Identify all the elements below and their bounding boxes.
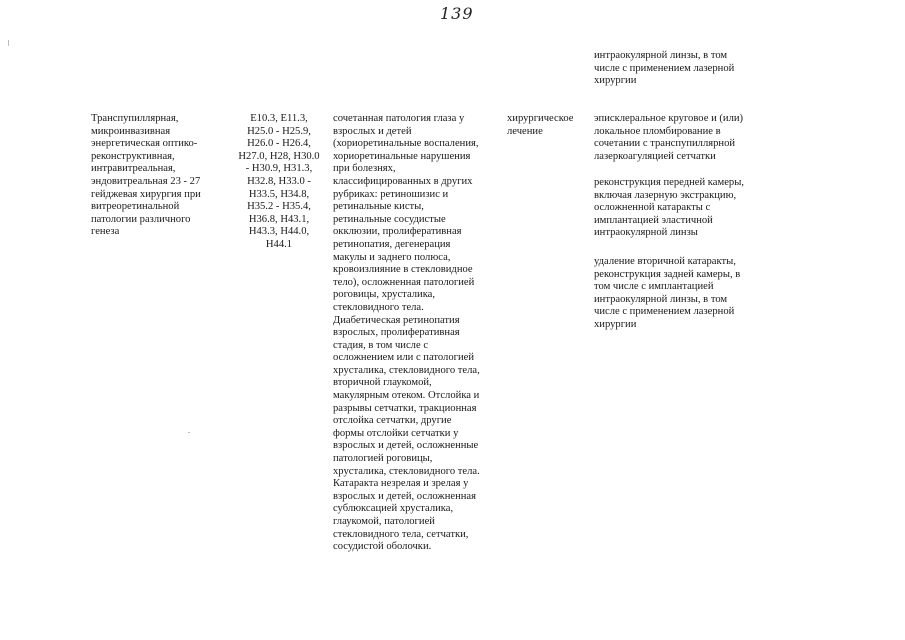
treatment-type-cell: хирургическое лечение — [507, 113, 574, 137]
method-item: интраокулярной линзы, в том числе с применением лазерной хирургии — [594, 50, 735, 87]
icd-codes-cell: E10.3, E11.3, H25.0 - H25.9, H26.0 - H26.4, H27.0, H28, H30.0 - H30.9, H31.3, H32.8, H33.0 - H33.5, H34.8, H35.2 - H35.4, H36.8, H43.1, H43.3, H44.0, H44.1 — [238, 113, 320, 250]
method-item: эписклеральное круговое и (или) локальное пломбирование в сочетании с транспупиллярной лазеркоагуляцией сетчатки — [594, 113, 744, 162]
scan-artifact — [188, 432, 190, 433]
intervention-name-cell: Транспупиллярная, микроинвазивная энергетическая оптико- реконструктивная, интравитреальная, эндовитреальная 23 - 27 гейджевая хирургия при витреоретинальной патологии различного генеза — [91, 113, 201, 238]
page-number: 139 — [440, 4, 474, 23]
method-item: реконструкция передней камеры, включая лазерную экстракцию, осложненной катаракты с имплантацией эластичной интраокулярной линзы — [594, 177, 744, 239]
scan-artifact — [8, 40, 9, 46]
method-item: удаление вторичной катаракты, реконструкция задней камеры, в том числе с имплантацией интраокулярной линзы, в том числе с применением лазерной хирургии — [594, 256, 741, 330]
patient-model-cell: сочетанная патология глаза у взрослых и детей (хориоретинальные воспаления, хориоретинальные нарушения при болезнях, классифицированных в других рубриках: ретиношизис и ретинальные кисты, ретинальные сосудистые окклюзии, пролиферативная ретинопатия, дегенерация макулы и заднего полюса, кровоизлияние в стекловидное тело), осложненная патологией роговицы, хрусталика, стекловидного тела. Диабетическая ретинопатия взрослых, пролиферативная стадия, в том числе с осложнением или с патологией хрусталика, стекловидного тела, вторичной глаукомой, макулярным отеком. Отслойка и разрывы сетчатки, тракционная отслойка сетчатки, другие формы отслойки сетчатки у взрослых и детей, осложненные патологией роговицы, хрусталика, стекловидного тела. Катаракта незрелая и зрелая у взрослых и детей, осложненная сублюксацией хрусталика, глаукомой, патологией стекловидного тела, сетчатки, сосудистой оболочки. — [333, 113, 480, 553]
